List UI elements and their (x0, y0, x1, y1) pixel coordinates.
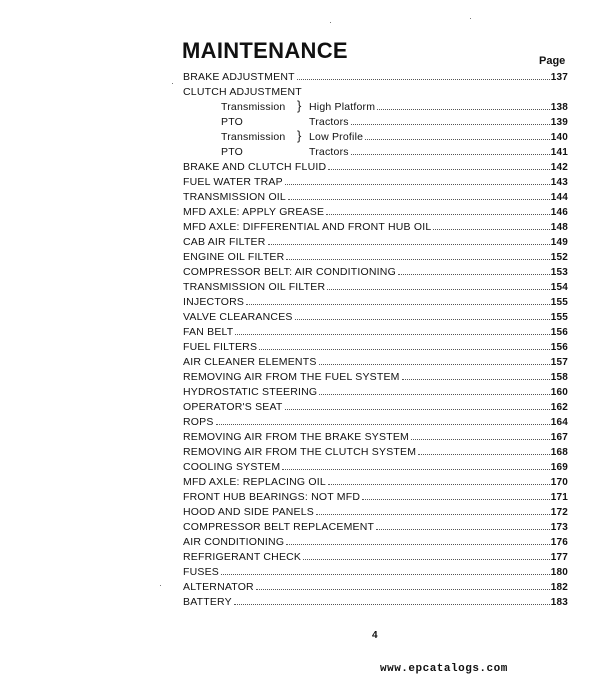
toc-entry-label: REMOVING AIR FROM THE BRAKE SYSTEM (183, 431, 409, 443)
toc-entry-page: 180 (550, 567, 568, 578)
toc-entry[interactable] (183, 250, 568, 265)
toc-entry[interactable] (183, 475, 568, 490)
toc-entry[interactable] (183, 295, 568, 310)
toc-entry-page: 169 (550, 462, 568, 473)
toc-entry-label: AIR CLEANER ELEMENTS (183, 356, 317, 368)
toc-subentry-label: Transmission (221, 131, 286, 143)
dot-leader (316, 513, 550, 515)
toc-entry-page: 153 (550, 267, 568, 278)
toc-subentry-detail: Tractors (309, 146, 349, 158)
dot-leader (328, 168, 549, 170)
toc-entry-page: 155 (550, 297, 568, 308)
toc-entry[interactable] (183, 160, 568, 175)
toc-entry[interactable] (183, 400, 568, 415)
dot-leader (418, 453, 550, 455)
toc-entry[interactable] (183, 235, 568, 250)
dot-leader (402, 378, 550, 380)
page-title: MAINTENANCE (182, 38, 348, 63)
toc-entry-page: 171 (550, 492, 568, 503)
dot-leader (376, 528, 550, 530)
toc-entry[interactable] (183, 205, 568, 220)
toc-entry-label: MFD AXLE: REPLACING OIL (183, 476, 326, 488)
toc-entry[interactable] (183, 445, 568, 460)
toc-entry-label: ENGINE OIL FILTER (183, 251, 285, 263)
toc-entry-label: REFRIGERANT CHECK (183, 551, 302, 563)
toc-entry-label: INJECTORS (183, 296, 245, 308)
toc-entry-page: 183 (550, 597, 568, 608)
toc-entry-label: COMPRESSOR BELT REPLACEMENT (183, 521, 375, 533)
toc-entry-label: FUEL FILTERS (183, 341, 258, 353)
dot-leader (221, 573, 550, 575)
dot-leader (256, 588, 550, 590)
dot-leader (328, 483, 550, 485)
toc-entry-label: FRONT HUB BEARINGS: NOT MFD (183, 491, 361, 503)
scan-speck (172, 83, 173, 84)
toc-entry-page: 146 (550, 207, 568, 218)
toc-entry-label: MFD AXLE: DIFFERENTIAL AND FRONT HUB OIL (183, 221, 432, 233)
toc-entry-page: 170 (550, 477, 568, 488)
scan-speck (160, 585, 161, 586)
toc-entry-page: 164 (550, 417, 568, 428)
toc-subentry[interactable] (183, 115, 568, 130)
toc-entry-page: 182 (550, 582, 568, 593)
toc-entry[interactable] (183, 565, 568, 580)
scan-speck (330, 22, 331, 23)
toc-entry-page: 172 (550, 507, 568, 518)
toc-entry[interactable] (183, 190, 568, 205)
toc-entry[interactable] (183, 505, 568, 520)
toc-entry-page: 162 (550, 402, 568, 413)
toc-entry-page: 155 (550, 312, 568, 323)
toc-entry-label: REMOVING AIR FROM THE FUEL SYSTEM (183, 371, 400, 383)
toc-entry-label: COOLING SYSTEM (183, 461, 281, 473)
toc-entry-label: BATTERY (183, 596, 232, 608)
toc-entry-page: 160 (550, 387, 568, 398)
toc-entry[interactable] (183, 280, 568, 295)
toc-subentry-detail: Low Profile (309, 131, 364, 143)
toc-entry[interactable] (183, 70, 568, 85)
toc-entry[interactable] (183, 310, 568, 325)
toc-entry-label: AIR CONDITIONING (183, 536, 285, 548)
toc-entry-page: 177 (550, 552, 568, 563)
toc-entry-label: FAN BELT (183, 326, 234, 338)
toc-entry-page: 176 (550, 537, 568, 548)
toc-entry-page: 168 (550, 447, 568, 458)
toc-entry-label: HOOD AND SIDE PANELS (183, 506, 315, 518)
toc-entry-page: 141 (550, 147, 568, 158)
toc-subentry[interactable] (183, 145, 568, 160)
toc-entry[interactable] (183, 85, 568, 100)
dot-leader (411, 438, 550, 440)
toc-entry-label: REMOVING AIR FROM THE CLUTCH SYSTEM (183, 446, 417, 458)
dot-leader (216, 423, 550, 425)
dot-leader (326, 213, 550, 215)
toc-entry[interactable] (183, 385, 568, 400)
toc-entry-page: 142 (550, 162, 568, 173)
toc-entry-page: 157 (550, 357, 568, 368)
toc-entry-page: 156 (550, 342, 568, 353)
dot-leader (351, 153, 550, 155)
dot-leader (259, 348, 550, 350)
page-column-header: Page (539, 55, 566, 67)
toc-entry-page: 140 (550, 132, 568, 143)
toc-entry[interactable] (183, 220, 568, 235)
brace-glyph: } (297, 128, 302, 143)
toc-subentry[interactable] (183, 100, 568, 115)
toc-entry-page: 137 (550, 72, 568, 83)
toc-subentry-label: PTO (221, 146, 243, 158)
dot-leader (246, 303, 550, 305)
toc-entry-page: 149 (550, 237, 568, 248)
brace-glyph: } (297, 98, 302, 113)
toc-entry[interactable] (183, 415, 568, 430)
toc-entry-label: ALTERNATOR (183, 581, 254, 593)
toc-entry-label: FUEL WATER TRAP (183, 176, 283, 188)
toc-entry-label: MFD AXLE: APPLY GREASE (183, 206, 325, 218)
toc-subentry-label: Transmission (221, 101, 286, 113)
dot-leader (234, 603, 550, 605)
dot-leader (433, 228, 549, 230)
toc-entry-page: 139 (550, 117, 568, 128)
dot-leader (282, 468, 549, 470)
toc-entry-page: 158 (550, 372, 568, 383)
dot-leader (303, 558, 550, 560)
toc-entry-label: TRANSMISSION OIL FILTER (183, 281, 326, 293)
toc-subentry-detail: Tractors (309, 116, 349, 128)
dot-leader (286, 258, 549, 260)
dot-leader (319, 393, 549, 395)
dot-leader (365, 138, 550, 140)
dot-leader (285, 183, 550, 185)
toc-entry[interactable] (183, 550, 568, 565)
toc-entry[interactable] (183, 520, 568, 535)
dot-leader (268, 243, 550, 245)
toc-entry-page: 173 (550, 522, 568, 533)
toc-entry-label: CAB AIR FILTER (183, 236, 266, 248)
dot-leader (398, 273, 550, 275)
scan-speck (470, 18, 471, 19)
dot-leader (295, 318, 550, 320)
dot-leader (327, 288, 549, 290)
toc-entry-label: TRANSMISSION OIL (183, 191, 286, 203)
toc-entry-label: ROPS (183, 416, 214, 428)
toc-entry[interactable] (183, 535, 568, 550)
toc-entry-label: OPERATOR'S SEAT (183, 401, 283, 413)
dot-leader (286, 543, 550, 545)
watermark-url: www.epcatalogs.com (380, 663, 508, 675)
toc-entry-page: 143 (550, 177, 568, 188)
toc-entry-label: HYDROSTATIC STEERING (183, 386, 318, 398)
dot-leader (319, 363, 550, 365)
dot-leader (288, 198, 550, 200)
dot-leader (362, 498, 550, 500)
toc-entry-page: 154 (550, 282, 568, 293)
toc-subentry-label: PTO (221, 116, 243, 128)
toc-entry[interactable] (183, 265, 568, 280)
toc-entry-page: 144 (550, 192, 568, 203)
table-of-contents (183, 70, 568, 610)
toc-entry-page: 167 (550, 432, 568, 443)
toc-entry[interactable] (183, 370, 568, 385)
toc-entry-page: 152 (550, 252, 568, 263)
page-number: 4 (372, 630, 378, 641)
toc-entry[interactable] (183, 595, 568, 610)
toc-entry[interactable] (183, 490, 568, 505)
toc-entry[interactable] (183, 430, 568, 445)
toc-entry[interactable] (183, 325, 568, 340)
dot-leader (297, 78, 550, 80)
toc-entry[interactable] (183, 580, 568, 595)
dot-leader (235, 333, 549, 335)
toc-entry[interactable] (183, 460, 568, 475)
toc-entry-page: 156 (550, 327, 568, 338)
toc-entry-label: COMPRESSOR BELT: AIR CONDITIONING (183, 266, 396, 278)
toc-entry-label: CLUTCH ADJUSTMENT (183, 86, 302, 98)
dot-leader (285, 408, 550, 410)
toc-entry[interactable] (183, 355, 568, 370)
toc-entry-label: VALVE CLEARANCES (183, 311, 293, 323)
toc-subentry[interactable] (183, 130, 568, 145)
dot-leader (377, 108, 549, 110)
toc-entry-page: 138 (550, 102, 568, 113)
toc-subentry-detail: High Platform (309, 101, 376, 113)
toc-entry-page: 148 (550, 222, 568, 233)
toc-entry-label: BRAKE ADJUSTMENT (183, 71, 295, 83)
toc-entry-label: BRAKE AND CLUTCH FLUID (183, 161, 327, 173)
toc-entry-label: FUSES (183, 566, 220, 578)
dot-leader (351, 123, 550, 125)
toc-entry[interactable] (183, 340, 568, 355)
toc-entry[interactable] (183, 175, 568, 190)
